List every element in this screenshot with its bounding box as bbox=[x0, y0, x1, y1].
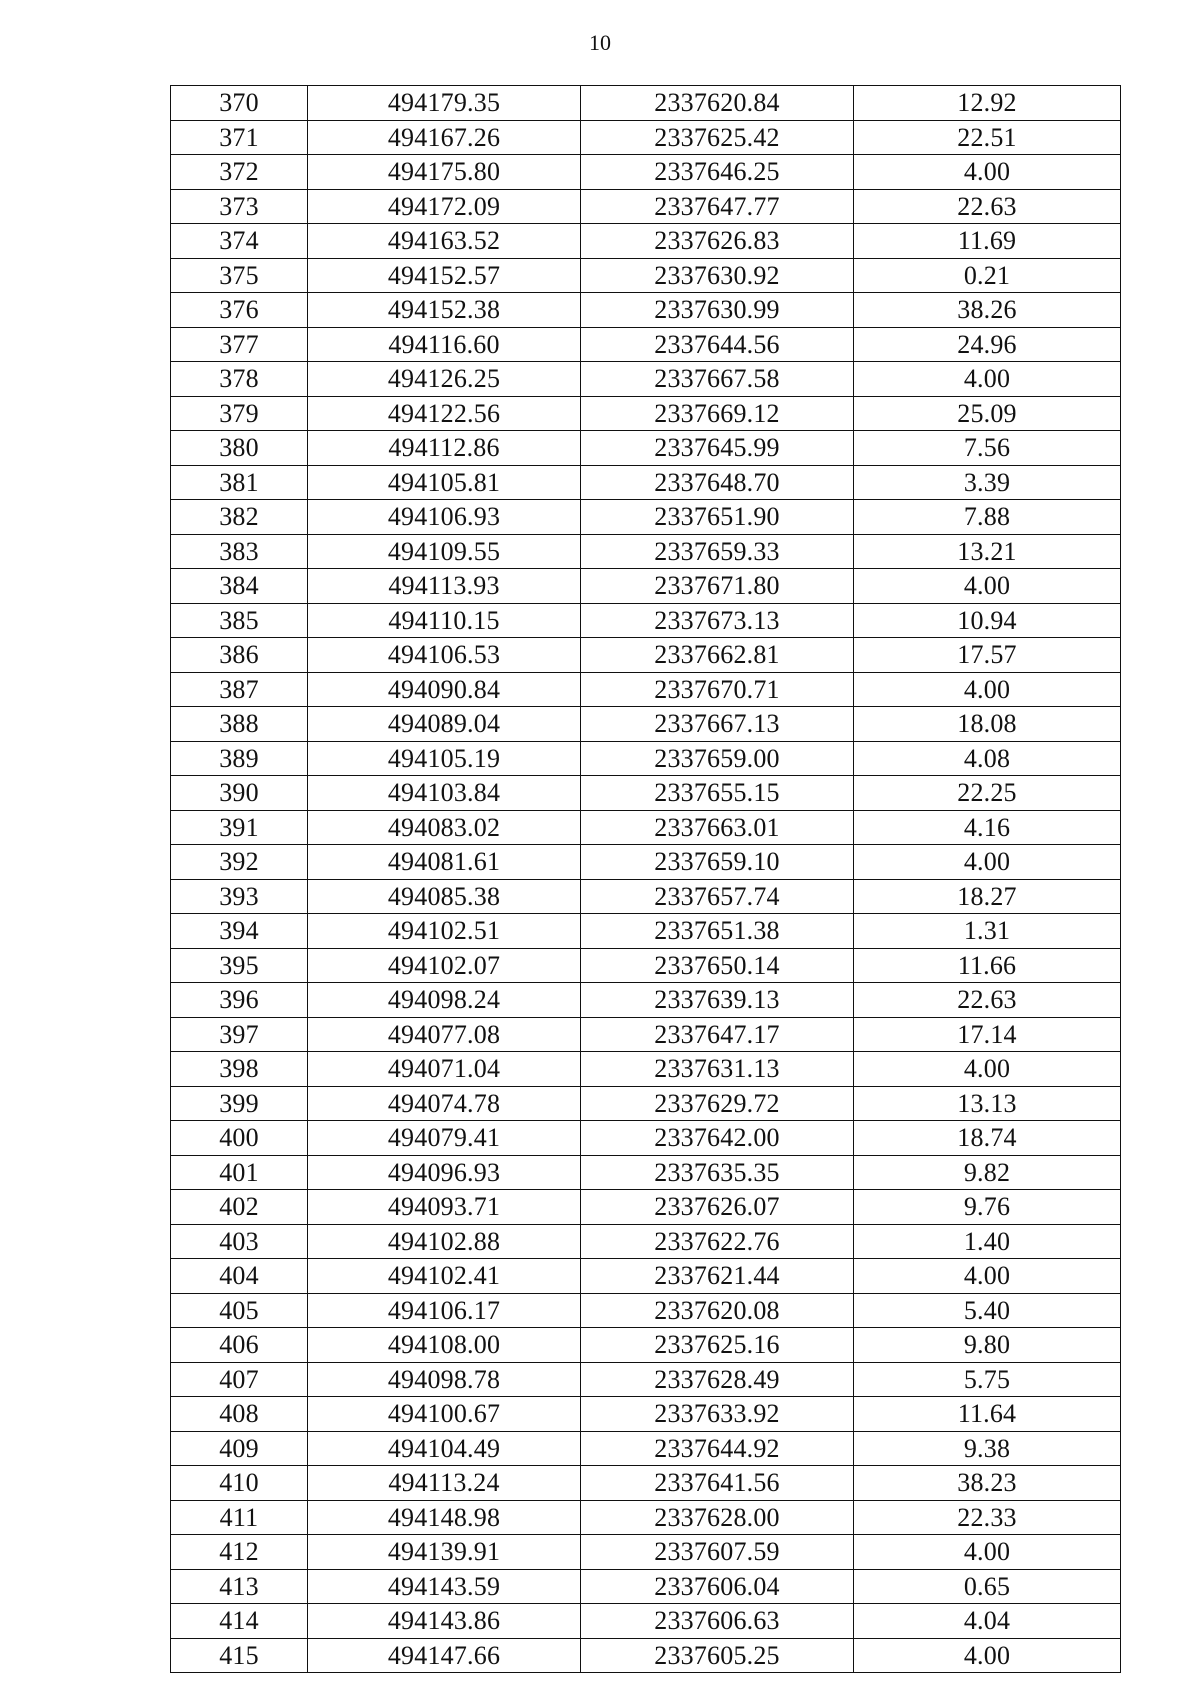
point-number-cell: 390 bbox=[171, 776, 308, 811]
x-coordinate-cell: 494081.61 bbox=[308, 845, 581, 880]
point-number-cell: 386 bbox=[171, 638, 308, 673]
point-number-cell: 409 bbox=[171, 1431, 308, 1466]
x-coordinate-cell: 494143.59 bbox=[308, 1569, 581, 1604]
distance-cell: 25.09 bbox=[854, 396, 1121, 431]
table-row bbox=[171, 1638, 1121, 1673]
table-row bbox=[171, 258, 1121, 293]
x-coordinate-cell: 494102.51 bbox=[308, 914, 581, 949]
x-coordinate-cell: 494106.17 bbox=[308, 1293, 581, 1328]
coordinate-table-body bbox=[171, 86, 1121, 1673]
x-coordinate-cell: 494152.38 bbox=[308, 293, 581, 328]
distance-cell: 4.04 bbox=[854, 1604, 1121, 1639]
distance-cell: 4.00 bbox=[854, 569, 1121, 604]
point-number-cell: 396 bbox=[171, 983, 308, 1018]
point-number-cell: 385 bbox=[171, 603, 308, 638]
y-coordinate-cell: 2337639.13 bbox=[581, 983, 854, 1018]
point-number-cell: 391 bbox=[171, 810, 308, 845]
point-number-cell: 404 bbox=[171, 1259, 308, 1294]
point-number-cell: 374 bbox=[171, 224, 308, 259]
x-coordinate-cell: 494083.02 bbox=[308, 810, 581, 845]
x-coordinate-cell: 494126.25 bbox=[308, 362, 581, 397]
table-row bbox=[171, 845, 1121, 880]
table-row bbox=[171, 1466, 1121, 1501]
y-coordinate-cell: 2337628.00 bbox=[581, 1500, 854, 1535]
distance-cell: 0.65 bbox=[854, 1569, 1121, 1604]
table-row bbox=[171, 638, 1121, 673]
point-number-cell: 407 bbox=[171, 1362, 308, 1397]
table-row bbox=[171, 189, 1121, 224]
x-coordinate-cell: 494079.41 bbox=[308, 1121, 581, 1156]
table-row bbox=[171, 810, 1121, 845]
y-coordinate-cell: 2337662.81 bbox=[581, 638, 854, 673]
x-coordinate-cell: 494103.84 bbox=[308, 776, 581, 811]
table-row bbox=[171, 155, 1121, 190]
point-number-cell: 408 bbox=[171, 1397, 308, 1432]
table-row bbox=[171, 672, 1121, 707]
distance-cell: 18.74 bbox=[854, 1121, 1121, 1156]
table-row bbox=[171, 431, 1121, 466]
y-coordinate-cell: 2337645.99 bbox=[581, 431, 854, 466]
point-number-cell: 411 bbox=[171, 1500, 308, 1535]
point-number-cell: 414 bbox=[171, 1604, 308, 1639]
x-coordinate-cell: 494102.07 bbox=[308, 948, 581, 983]
y-coordinate-cell: 2337647.17 bbox=[581, 1017, 854, 1052]
y-coordinate-cell: 2337605.25 bbox=[581, 1638, 854, 1673]
point-number-cell: 379 bbox=[171, 396, 308, 431]
point-number-cell: 370 bbox=[171, 86, 308, 121]
x-coordinate-cell: 494167.26 bbox=[308, 120, 581, 155]
x-coordinate-cell: 494102.41 bbox=[308, 1259, 581, 1294]
distance-cell: 7.88 bbox=[854, 500, 1121, 535]
distance-cell: 24.96 bbox=[854, 327, 1121, 362]
point-number-cell: 398 bbox=[171, 1052, 308, 1087]
y-coordinate-cell: 2337635.35 bbox=[581, 1155, 854, 1190]
x-coordinate-cell: 494096.93 bbox=[308, 1155, 581, 1190]
table-row bbox=[171, 1293, 1121, 1328]
distance-cell: 38.23 bbox=[854, 1466, 1121, 1501]
distance-cell: 4.00 bbox=[854, 1535, 1121, 1570]
x-coordinate-cell: 494106.53 bbox=[308, 638, 581, 673]
table-row bbox=[171, 534, 1121, 569]
table-row bbox=[171, 1535, 1121, 1570]
y-coordinate-cell: 2337669.12 bbox=[581, 396, 854, 431]
table-row bbox=[171, 1190, 1121, 1225]
distance-cell: 3.39 bbox=[854, 465, 1121, 500]
y-coordinate-cell: 2337647.77 bbox=[581, 189, 854, 224]
distance-cell: 4.00 bbox=[854, 845, 1121, 880]
x-coordinate-cell: 494122.56 bbox=[308, 396, 581, 431]
distance-cell: 11.64 bbox=[854, 1397, 1121, 1432]
x-coordinate-cell: 494148.98 bbox=[308, 1500, 581, 1535]
point-number-cell: 402 bbox=[171, 1190, 308, 1225]
y-coordinate-cell: 2337606.04 bbox=[581, 1569, 854, 1604]
y-coordinate-cell: 2337651.90 bbox=[581, 500, 854, 535]
distance-cell: 22.63 bbox=[854, 189, 1121, 224]
y-coordinate-cell: 2337626.83 bbox=[581, 224, 854, 259]
x-coordinate-cell: 494093.71 bbox=[308, 1190, 581, 1225]
x-coordinate-cell: 494112.86 bbox=[308, 431, 581, 466]
distance-cell: 9.82 bbox=[854, 1155, 1121, 1190]
distance-cell: 12.92 bbox=[854, 86, 1121, 121]
point-number-cell: 413 bbox=[171, 1569, 308, 1604]
y-coordinate-cell: 2337633.92 bbox=[581, 1397, 854, 1432]
distance-cell: 5.40 bbox=[854, 1293, 1121, 1328]
point-number-cell: 393 bbox=[171, 879, 308, 914]
point-number-cell: 401 bbox=[171, 1155, 308, 1190]
table-row bbox=[171, 1569, 1121, 1604]
y-coordinate-cell: 2337657.74 bbox=[581, 879, 854, 914]
point-number-cell: 381 bbox=[171, 465, 308, 500]
x-coordinate-cell: 494109.55 bbox=[308, 534, 581, 569]
x-coordinate-cell: 494116.60 bbox=[308, 327, 581, 362]
table-row bbox=[171, 1397, 1121, 1432]
x-coordinate-cell: 494104.49 bbox=[308, 1431, 581, 1466]
y-coordinate-cell: 2337607.59 bbox=[581, 1535, 854, 1570]
table-row bbox=[171, 86, 1121, 121]
table-row bbox=[171, 879, 1121, 914]
point-number-cell: 399 bbox=[171, 1086, 308, 1121]
table-row bbox=[171, 362, 1121, 397]
table-row bbox=[171, 1155, 1121, 1190]
table-row bbox=[171, 948, 1121, 983]
point-number-cell: 371 bbox=[171, 120, 308, 155]
distance-cell: 38.26 bbox=[854, 293, 1121, 328]
x-coordinate-cell: 494113.24 bbox=[308, 1466, 581, 1501]
point-number-cell: 373 bbox=[171, 189, 308, 224]
y-coordinate-cell: 2337625.16 bbox=[581, 1328, 854, 1363]
table-row bbox=[171, 465, 1121, 500]
distance-cell: 4.00 bbox=[854, 1259, 1121, 1294]
y-coordinate-cell: 2337622.76 bbox=[581, 1224, 854, 1259]
distance-cell: 22.63 bbox=[854, 983, 1121, 1018]
y-coordinate-cell: 2337667.58 bbox=[581, 362, 854, 397]
table-row bbox=[171, 224, 1121, 259]
distance-cell: 9.80 bbox=[854, 1328, 1121, 1363]
x-coordinate-cell: 494085.38 bbox=[308, 879, 581, 914]
distance-cell: 4.00 bbox=[854, 672, 1121, 707]
point-number-cell: 384 bbox=[171, 569, 308, 604]
distance-cell: 10.94 bbox=[854, 603, 1121, 638]
point-number-cell: 377 bbox=[171, 327, 308, 362]
table-row bbox=[171, 1121, 1121, 1156]
x-coordinate-cell: 494105.19 bbox=[308, 741, 581, 776]
table-row bbox=[171, 1017, 1121, 1052]
table-row bbox=[171, 1604, 1121, 1639]
distance-cell: 0.21 bbox=[854, 258, 1121, 293]
x-coordinate-cell: 494106.93 bbox=[308, 500, 581, 535]
point-number-cell: 378 bbox=[171, 362, 308, 397]
y-coordinate-cell: 2337620.84 bbox=[581, 86, 854, 121]
point-number-cell: 383 bbox=[171, 534, 308, 569]
y-coordinate-cell: 2337625.42 bbox=[581, 120, 854, 155]
y-coordinate-cell: 2337646.25 bbox=[581, 155, 854, 190]
y-coordinate-cell: 2337631.13 bbox=[581, 1052, 854, 1087]
y-coordinate-cell: 2337667.13 bbox=[581, 707, 854, 742]
y-coordinate-cell: 2337630.92 bbox=[581, 258, 854, 293]
point-number-cell: 395 bbox=[171, 948, 308, 983]
x-coordinate-cell: 494074.78 bbox=[308, 1086, 581, 1121]
distance-cell: 4.00 bbox=[854, 1638, 1121, 1673]
table-row bbox=[171, 1086, 1121, 1121]
x-coordinate-cell: 494100.67 bbox=[308, 1397, 581, 1432]
table-row bbox=[171, 983, 1121, 1018]
point-number-cell: 405 bbox=[171, 1293, 308, 1328]
table-row bbox=[171, 569, 1121, 604]
table-row bbox=[171, 707, 1121, 742]
distance-cell: 18.27 bbox=[854, 879, 1121, 914]
distance-cell: 18.08 bbox=[854, 707, 1121, 742]
x-coordinate-cell: 494077.08 bbox=[308, 1017, 581, 1052]
table-row bbox=[171, 1259, 1121, 1294]
x-coordinate-cell: 494108.00 bbox=[308, 1328, 581, 1363]
distance-cell: 4.16 bbox=[854, 810, 1121, 845]
distance-cell: 17.57 bbox=[854, 638, 1121, 673]
distance-cell: 5.75 bbox=[854, 1362, 1121, 1397]
x-coordinate-cell: 494143.86 bbox=[308, 1604, 581, 1639]
distance-cell: 1.31 bbox=[854, 914, 1121, 949]
table-row bbox=[171, 1328, 1121, 1363]
x-coordinate-cell: 494098.24 bbox=[308, 983, 581, 1018]
y-coordinate-cell: 2337650.14 bbox=[581, 948, 854, 983]
table-row bbox=[171, 1362, 1121, 1397]
x-coordinate-cell: 494105.81 bbox=[308, 465, 581, 500]
y-coordinate-cell: 2337644.92 bbox=[581, 1431, 854, 1466]
y-coordinate-cell: 2337659.33 bbox=[581, 534, 854, 569]
distance-cell: 11.66 bbox=[854, 948, 1121, 983]
y-coordinate-cell: 2337629.72 bbox=[581, 1086, 854, 1121]
table-row bbox=[171, 914, 1121, 949]
point-number-cell: 406 bbox=[171, 1328, 308, 1363]
distance-cell: 7.56 bbox=[854, 431, 1121, 466]
distance-cell: 9.76 bbox=[854, 1190, 1121, 1225]
y-coordinate-cell: 2337641.56 bbox=[581, 1466, 854, 1501]
distance-cell: 4.00 bbox=[854, 362, 1121, 397]
point-number-cell: 392 bbox=[171, 845, 308, 880]
point-number-cell: 403 bbox=[171, 1224, 308, 1259]
distance-cell: 4.00 bbox=[854, 1052, 1121, 1087]
distance-cell: 1.40 bbox=[854, 1224, 1121, 1259]
point-number-cell: 394 bbox=[171, 914, 308, 949]
table-row bbox=[171, 396, 1121, 431]
distance-cell: 22.33 bbox=[854, 1500, 1121, 1535]
point-number-cell: 388 bbox=[171, 707, 308, 742]
y-coordinate-cell: 2337670.71 bbox=[581, 672, 854, 707]
x-coordinate-cell: 494110.15 bbox=[308, 603, 581, 638]
table-row bbox=[171, 293, 1121, 328]
y-coordinate-cell: 2337642.00 bbox=[581, 1121, 854, 1156]
distance-cell: 4.08 bbox=[854, 741, 1121, 776]
point-number-cell: 372 bbox=[171, 155, 308, 190]
y-coordinate-cell: 2337606.63 bbox=[581, 1604, 854, 1639]
y-coordinate-cell: 2337648.70 bbox=[581, 465, 854, 500]
point-number-cell: 410 bbox=[171, 1466, 308, 1501]
table-row bbox=[171, 327, 1121, 362]
y-coordinate-cell: 2337628.49 bbox=[581, 1362, 854, 1397]
point-number-cell: 412 bbox=[171, 1535, 308, 1570]
y-coordinate-cell: 2337655.15 bbox=[581, 776, 854, 811]
x-coordinate-cell: 494098.78 bbox=[308, 1362, 581, 1397]
point-number-cell: 415 bbox=[171, 1638, 308, 1673]
y-coordinate-cell: 2337659.10 bbox=[581, 845, 854, 880]
point-number-cell: 400 bbox=[171, 1121, 308, 1156]
x-coordinate-cell: 494172.09 bbox=[308, 189, 581, 224]
x-coordinate-cell: 494113.93 bbox=[308, 569, 581, 604]
table-row bbox=[171, 500, 1121, 535]
distance-cell: 17.14 bbox=[854, 1017, 1121, 1052]
table-row bbox=[171, 1431, 1121, 1466]
table-row bbox=[171, 1500, 1121, 1535]
x-coordinate-cell: 494163.52 bbox=[308, 224, 581, 259]
point-number-cell: 382 bbox=[171, 500, 308, 535]
table-row bbox=[171, 741, 1121, 776]
y-coordinate-cell: 2337621.44 bbox=[581, 1259, 854, 1294]
point-number-cell: 380 bbox=[171, 431, 308, 466]
distance-cell: 4.00 bbox=[854, 155, 1121, 190]
y-coordinate-cell: 2337673.13 bbox=[581, 603, 854, 638]
y-coordinate-cell: 2337659.00 bbox=[581, 741, 854, 776]
x-coordinate-cell: 494179.35 bbox=[308, 86, 581, 121]
x-coordinate-cell: 494089.04 bbox=[308, 707, 581, 742]
table-row bbox=[171, 1052, 1121, 1087]
table-row bbox=[171, 776, 1121, 811]
y-coordinate-cell: 2337663.01 bbox=[581, 810, 854, 845]
point-number-cell: 375 bbox=[171, 258, 308, 293]
y-coordinate-cell: 2337630.99 bbox=[581, 293, 854, 328]
y-coordinate-cell: 2337626.07 bbox=[581, 1190, 854, 1225]
distance-cell: 13.21 bbox=[854, 534, 1121, 569]
x-coordinate-cell: 494139.91 bbox=[308, 1535, 581, 1570]
table-row bbox=[171, 120, 1121, 155]
x-coordinate-cell: 494147.66 bbox=[308, 1638, 581, 1673]
x-coordinate-cell: 494175.80 bbox=[308, 155, 581, 190]
x-coordinate-cell: 494152.57 bbox=[308, 258, 581, 293]
y-coordinate-cell: 2337620.08 bbox=[581, 1293, 854, 1328]
coordinate-table bbox=[170, 85, 1121, 1673]
distance-cell: 11.69 bbox=[854, 224, 1121, 259]
x-coordinate-cell: 494102.88 bbox=[308, 1224, 581, 1259]
distance-cell: 22.51 bbox=[854, 120, 1121, 155]
y-coordinate-cell: 2337651.38 bbox=[581, 914, 854, 949]
table-row bbox=[171, 603, 1121, 638]
distance-cell: 22.25 bbox=[854, 776, 1121, 811]
y-coordinate-cell: 2337644.56 bbox=[581, 327, 854, 362]
point-number-cell: 389 bbox=[171, 741, 308, 776]
y-coordinate-cell: 2337671.80 bbox=[581, 569, 854, 604]
x-coordinate-cell: 494071.04 bbox=[308, 1052, 581, 1087]
page-number: 10 bbox=[589, 30, 611, 55]
distance-cell: 9.38 bbox=[854, 1431, 1121, 1466]
point-number-cell: 397 bbox=[171, 1017, 308, 1052]
x-coordinate-cell: 494090.84 bbox=[308, 672, 581, 707]
distance-cell: 13.13 bbox=[854, 1086, 1121, 1121]
point-number-cell: 376 bbox=[171, 293, 308, 328]
table-row bbox=[171, 1224, 1121, 1259]
point-number-cell: 387 bbox=[171, 672, 308, 707]
